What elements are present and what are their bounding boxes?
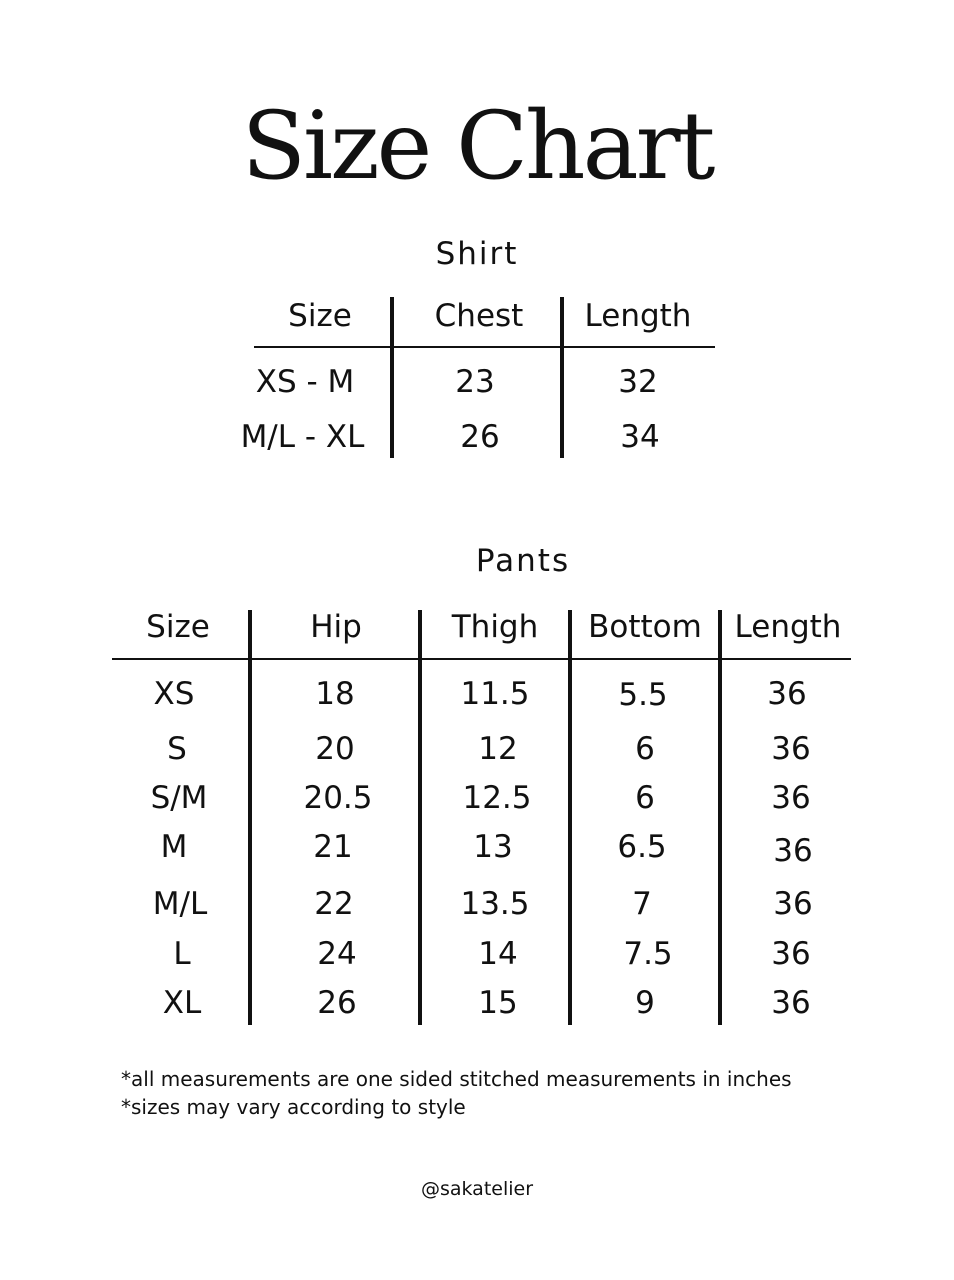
pants-cell-size: L (173, 936, 191, 972)
pants-cell-thigh: 11.5 (460, 676, 530, 712)
pants-cell-thigh: 13 (473, 829, 513, 865)
page-title: Size Chart (241, 92, 713, 201)
pants-cell-hip: 22 (314, 886, 354, 922)
pants-cell-hip: 20 (315, 731, 355, 767)
pants-cell-thigh: 14 (478, 936, 518, 972)
pants-header-hip: Hip (310, 609, 362, 645)
pants-cell-length: 36 (771, 780, 811, 816)
pants-cell-bottom: 6 (635, 731, 655, 767)
shirt-section-title: Shirt (435, 236, 519, 272)
pants-cell-bottom: 7.5 (623, 936, 673, 972)
shirt-cell-chest: 26 (460, 419, 500, 455)
pants-cell-size: S (167, 731, 187, 767)
pants-cell-size: M (160, 829, 188, 865)
pants-cell-length: 36 (767, 676, 807, 712)
pants-cell-length: 36 (773, 886, 813, 922)
shirt-cell-chest: 23 (455, 364, 495, 400)
pants-cell-size: M/L (152, 886, 208, 922)
pants-cell-hip: 26 (317, 985, 357, 1021)
pants-header-length: Length (734, 609, 842, 645)
pants-cell-hip: 21 (313, 829, 353, 865)
pants-header-size: Size (146, 609, 210, 645)
pants-cell-thigh: 13.5 (460, 886, 530, 922)
footnote-measurements: *all measurements are one sided stitched measurements in inches (121, 1067, 792, 1091)
pants-cell-hip: 20.5 (303, 780, 373, 816)
pants-cell-bottom: 6 (635, 780, 655, 816)
social-handle: @sakatelier (420, 1178, 534, 1200)
pants-cell-size: XL (162, 985, 202, 1021)
pants-cell-size: XS (153, 676, 195, 712)
pants-header-thigh: Thigh (451, 609, 539, 645)
shirt-header-divider (254, 346, 715, 348)
pants-cell-bottom: 7 (632, 886, 652, 922)
shirt-cell-length: 32 (618, 364, 658, 400)
pants-cell-size: S/M (150, 780, 208, 816)
shirt-column-divider (390, 297, 394, 458)
pants-cell-thigh: 12 (478, 731, 518, 767)
pants-cell-bottom: 5.5 (618, 677, 668, 713)
pants-section-title: Pants (475, 543, 571, 579)
pants-header-divider (112, 658, 851, 660)
pants-cell-bottom: 6.5 (617, 829, 667, 865)
shirt-header-chest: Chest (434, 298, 524, 334)
shirt-header-size: Size (288, 298, 352, 334)
shirt-header-length: Length (584, 298, 692, 334)
pants-cell-length: 36 (771, 936, 811, 972)
pants-cell-bottom: 9 (635, 985, 655, 1021)
footnotes (121, 1065, 792, 1121)
shirt-cell-size: XS - M (255, 364, 355, 400)
pants-cell-length: 36 (773, 833, 813, 869)
shirt-cell-size: M/L - XL (240, 419, 365, 455)
pants-cell-length: 36 (771, 985, 811, 1021)
footnote-style-variation: *sizes may vary according to style (121, 1095, 466, 1119)
pants-cell-length: 36 (771, 731, 811, 767)
shirt-cell-length: 34 (620, 419, 660, 455)
pants-header-bottom: Bottom (588, 609, 702, 645)
pants-cell-thigh: 12.5 (462, 780, 532, 816)
pants-cell-hip: 18 (315, 676, 355, 712)
pants-cell-hip: 24 (317, 936, 357, 972)
pants-cell-thigh: 15 (478, 985, 518, 1021)
